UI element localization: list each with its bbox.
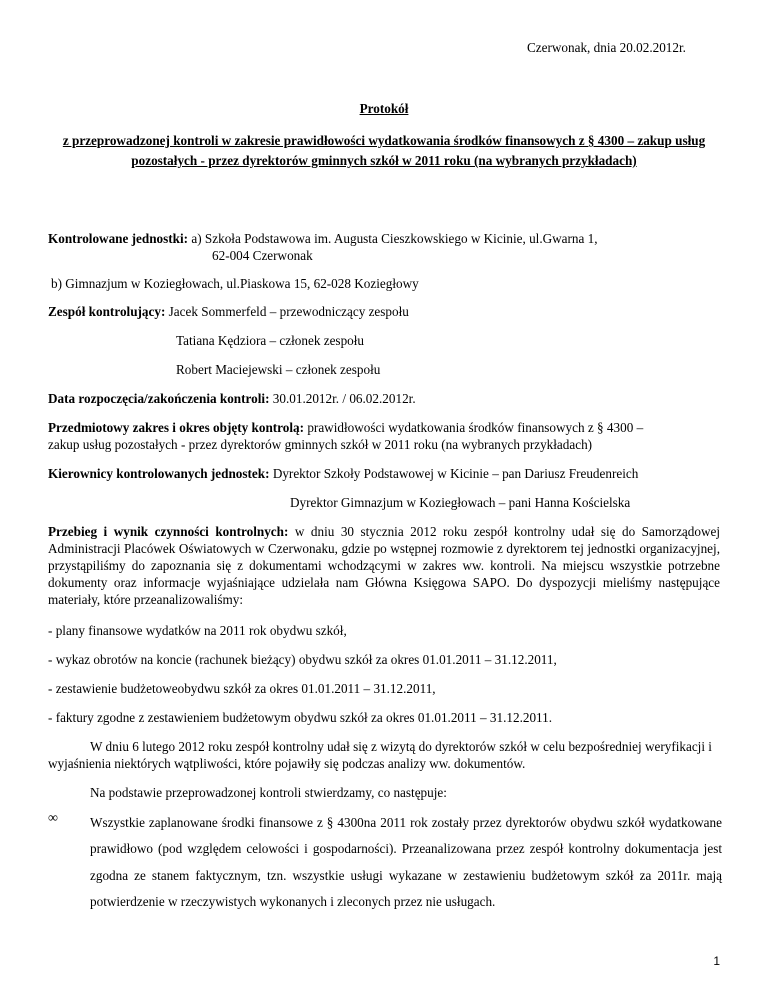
dates-value: 30.01.2012r. / 06.02.2012r. bbox=[272, 391, 416, 406]
material-item-1: - plany finansowe wydatków na 2011 rok obydwu szkół, bbox=[48, 623, 347, 638]
team-line bbox=[48, 304, 720, 321]
document-title: Protokół bbox=[359, 101, 409, 116]
controlled-units-a2: 62-004 Czerwonak bbox=[212, 248, 313, 263]
team-member-3: Robert Maciejewski – członek zespołu bbox=[176, 362, 381, 377]
conclusion-bullet-text: Wszystkie zaplanowane środki finansowe z § 4300na 2011 rok zostały przez dyrektorów obydwu szkół wydatkowane prawidłowo (pod względem celowości i gospodarności). Przeanalizowana przez zespół kontrolny dokumentacja jest zgodna ze stanem faktycznym, tzn. wszystkie usługi wykazane w zestawieniu budżetowym szkół za 2011r. mają potwierdzenie w rzeczywistych wykonanych i zleconych przez nie usługach. bbox=[90, 815, 722, 910]
managers-second: Dyrektor Gimnazjum w Koziegłowach – pani Hanna Kościelska bbox=[290, 495, 631, 510]
document-subtitle: z przeprowadzonej kontroli w zakresie prawidłowości wydatkowania środków finansowych z § 4300 – zakup usług pozostałych - przez dyrektorów gminnych szkół w 2011 roku (na wybranych przykładach) bbox=[62, 133, 706, 169]
dates-label: Data rozpoczęcia/zakończenia kontroli: bbox=[48, 391, 270, 406]
scope-value-2: zakup usług pozostałych - przez dyrektorów gminnych szkół w 2011 roku (na wybranych przykładach) bbox=[48, 437, 593, 452]
team-member-2: Tatiana Kędziora – członek zespołu bbox=[176, 333, 365, 348]
material-item-2: - wykaz obrotów na koncie (rachunek bieżący) obydwu szkół za okres 01.01.2011 – 31.12.2011, bbox=[48, 652, 557, 667]
bullet-infinity-icon: ∞ bbox=[48, 811, 58, 826]
scope-value: prawidłowości wydatkowania środków finansowych z § 4300 – bbox=[307, 420, 644, 435]
scope-line bbox=[48, 420, 720, 437]
course-text: w dniu 30 stycznia 2012 roku zespół kontrolny udał się do Samorządowej Administracji Placówek Oświatowych w Czerwonaku, gdzie po wstępnej rozmowie z dyrektorem tej jednostki organizacyjnej, przystąpiliśmy do zapoznania się z dokumentami wchodzącymi w zakres ww. kontroli. Na miejscu wszystkie potrzebne dokumenty oraz informacje wyjaśniające udzielała nam Główna Księgowa SAPO. Do dyspozycji mieliśmy następujące materiały, które przeanalizowaliśmy: bbox=[48, 524, 721, 607]
date-line: Czerwonak, dnia 20.02.2012r. bbox=[527, 40, 686, 55]
conclusion-intro: Na podstawie przeprowadzonej kontroli stwierdzamy, co następuje: bbox=[90, 785, 447, 800]
managers-first: Dyrektor Szkoły Podstawowej w Kicinie – pan Dariusz Freudenreich bbox=[272, 466, 639, 481]
course-paragraph bbox=[48, 524, 720, 608]
controlled-units-b: b) Gimnazjum w Koziegłowach, ul.Piaskowa 15, 62-028 Koziegłowy bbox=[51, 276, 419, 291]
managers-label: Kierownicy kontrolowanych jednostek: bbox=[48, 466, 270, 481]
dates-line bbox=[48, 391, 720, 408]
team-member-1: Jacek Sommerfeld – przewodniczący zespołu bbox=[168, 304, 409, 319]
page-number: 1 bbox=[713, 954, 720, 968]
material-item-3: - zestawienie budżetoweobydwu szkół za okres 01.01.2011 – 31.12.2011, bbox=[48, 681, 436, 696]
material-item-4: - faktury zgodne z zestawieniem budżetowym obydwu szkół za okres 01.01.2011 – 31.12.2011. bbox=[48, 710, 553, 725]
conclusion-bullet bbox=[48, 810, 720, 930]
course-label: Przebieg i wynik czynności kontrolnych: bbox=[48, 524, 289, 539]
controlled-units-a: a) Szkoła Podstawowa im. Augusta Cieszkowskiego w Kicinie, ul.Gwarna 1, bbox=[191, 231, 598, 246]
controlled-units-label: Kontrolowane jednostki: bbox=[48, 231, 189, 246]
team-label: Zespół kontrolujący: bbox=[48, 304, 166, 319]
visit-paragraph: W dniu 6 lutego 2012 roku zespół kontrolny udał się z wizytą do dyrektorów szkół w celu bezpośredniej weryfikacji i wyjaśnienia niektórych wątpliwości, które pojawiły się podczas analizy ww. dokumentów. bbox=[48, 739, 712, 771]
managers-line bbox=[48, 466, 720, 483]
controlled-units-line-a bbox=[48, 231, 720, 248]
scope-label: Przedmiotowy zakres i okres objęty kontrolą: bbox=[48, 420, 305, 435]
